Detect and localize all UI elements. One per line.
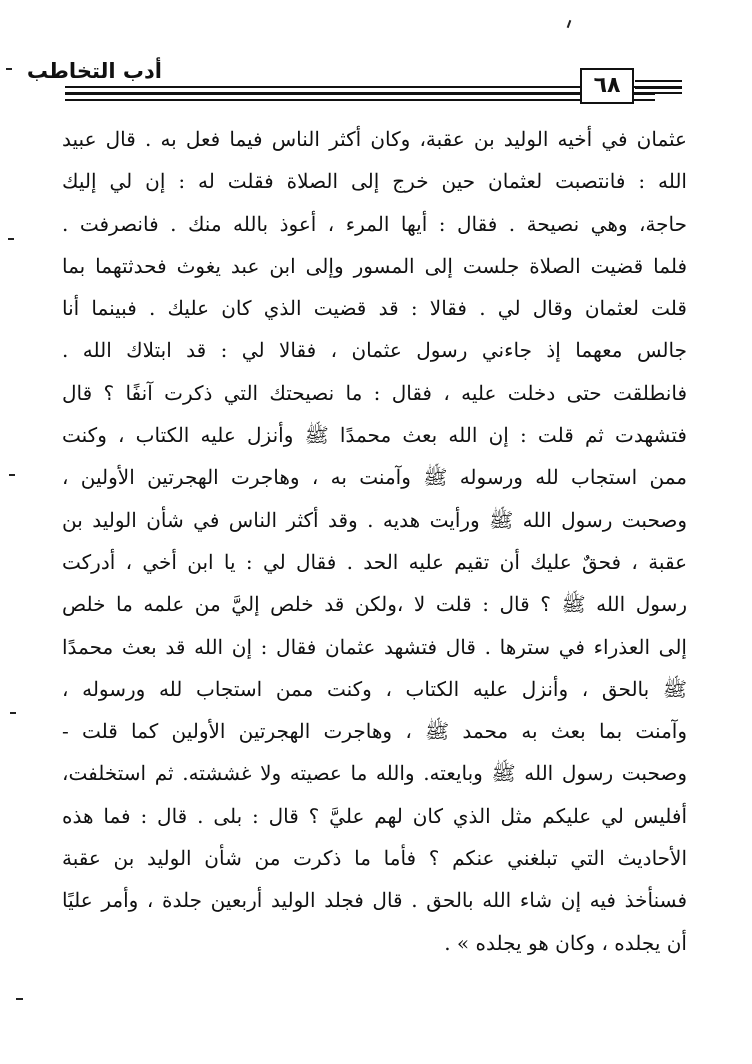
text-line: الله : فانتصبت لعثمان حين خرج إلى الصلاة فقلت له : إن لي إليك bbox=[62, 169, 687, 194]
text-line: حاجة، وهي نصيحة . فقال : أيها المرء ، أعوذ بالله منك . فانصرفت . bbox=[62, 211, 687, 236]
text-line: فلما قضيت الصلاة جلست إلى المسور وإلى ابن عبد يغوث فحدثتهما بما bbox=[62, 253, 687, 278]
header-rule-top bbox=[65, 86, 655, 88]
body-text bbox=[62, 118, 687, 964]
text-line: فتشهدت ثم قلت : إن الله بعث محمدًا ﷺ وأنزل عليه الكتاب ، وكنت bbox=[62, 423, 687, 448]
scan-mark bbox=[567, 20, 572, 28]
text-line: وآمنت بما بعث به محمد ﷺ ، وهاجرت الهجرتين الأولين كما قلت - bbox=[62, 719, 687, 744]
text-line: فسنأخذ فيه إن شاء الله بالحق . قال فجلد الوليد أربعين جلدة ، وأمر عليًا bbox=[62, 888, 687, 913]
text-line: رسول الله ﷺ ؟ قال : قلت لا ،ولكن قد خلص إليَّ من علمه ما خلص bbox=[62, 592, 687, 617]
scan-mark bbox=[10, 712, 16, 714]
text-line: قلت لعثمان وقال لي . فقالا : قد قضيت الذي كان عليك . فبينما أنا bbox=[62, 296, 687, 321]
text-line: وصحبت رسول الله ﷺ وبايعته. والله ما عصيته ولا غششته. ثم استخلفت، bbox=[62, 761, 687, 786]
scan-mark bbox=[16, 998, 23, 1000]
scan-mark bbox=[6, 68, 12, 70]
text-line: فانطلقت حتى دخلت عليه ، فقال : ما نصيحتك التي ذكرت آنفًا ؟ قال bbox=[62, 380, 687, 405]
text-line: ﷺ بالحق ، وأنزل عليه الكتاب ، وكنت ممن استجاب لله ورسوله ، bbox=[62, 676, 687, 701]
page-number: ٦٨ bbox=[580, 68, 634, 104]
text-line: الأحاديث التي تبلغني عنكم ؟ فأما ما ذكرت من شأن الوليد بن عقبة bbox=[62, 846, 687, 871]
text-line: جالس معهما إذ جاءني رسول عثمان ، فقالا لي : قد ابتلاك الله . bbox=[62, 338, 687, 363]
scan-mark bbox=[8, 238, 14, 240]
scan-mark bbox=[9, 474, 15, 476]
text-line: ممن استجاب لله ورسوله ﷺ وآمنت به ، وهاجرت الهجرتين الأولين ، bbox=[62, 465, 687, 490]
text-line: عثمان في أخيه الوليد بن عقبة، وكان أكثر الناس فيما فعل به . قال عبيد bbox=[62, 127, 687, 151]
page-number-rule-top bbox=[635, 80, 682, 82]
page-number-rule-bottom bbox=[635, 92, 682, 94]
header-rule-bottom bbox=[65, 99, 655, 101]
page-number-rule-middle bbox=[635, 86, 682, 89]
text-line: وصحبت رسول الله ﷺ ورأيت هديه . وقد أكثر الناس في شأن الوليد بن bbox=[62, 507, 687, 532]
text-line: أفليس لي عليكم مثل الذي كان لهم عليَّ ؟ قال : بلى . قال : فما هذه bbox=[62, 803, 687, 828]
running-title: أدب التخاطب bbox=[26, 59, 162, 83]
header-rule-middle bbox=[65, 92, 655, 95]
text-line: أن يجلده ، وكان هو يجلده » . bbox=[444, 930, 687, 955]
text-line: إلى العذراء في سترها . قال فتشهد عثمان فقال : إن الله قد بعث محمدًا bbox=[62, 634, 687, 659]
text-line: عقبة ، فحقٌ عليك أن تقيم عليه الحد . فقال لي : يا ابن أخي ، أدركت bbox=[62, 549, 687, 574]
